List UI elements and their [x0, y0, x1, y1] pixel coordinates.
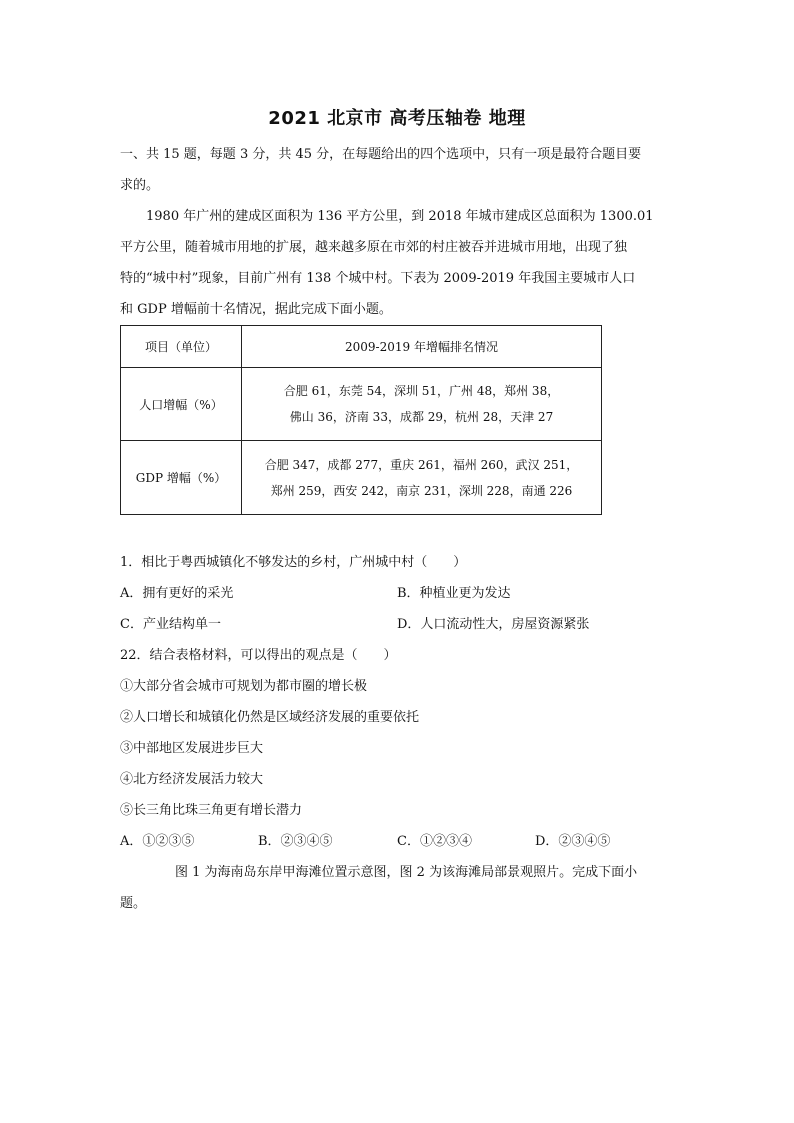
question2-option-a: A．①②③⑤: [120, 834, 195, 849]
question2-stem: 22．结合表格材料，可以得出的观点是（ ）: [120, 648, 397, 663]
question2-statement-4: ④北方经济发展活力较大: [120, 772, 264, 787]
passage1-line-4: 和 GDP 增幅前十名情况，据此完成下面小题。: [120, 302, 392, 317]
section-heading-line-1: 一、共 15 题，每题 3 分，共 45 分，在每题给出的四个选项中，只有一项是最符合题目要: [120, 147, 642, 162]
table-cell-line: 郑州 259，西安 242，南京 231，深圳 228，南通 226: [270, 483, 573, 498]
table-row-label: GDP 增幅（%）: [121, 441, 242, 515]
question1-option-d: D．人口流动性大，房屋资源紧张: [397, 617, 590, 632]
table-header-row: [121, 326, 602, 368]
table-row-values: [242, 441, 602, 515]
question1-option-c: C．产业结构单一: [120, 617, 221, 632]
question2-statement-5: ⑤长三角比珠三角更有增长潜力: [120, 803, 303, 818]
question1-option-a: A．拥有更好的采光: [120, 586, 234, 601]
question2-option-c: C．①②③④: [397, 834, 472, 849]
passage2-line-1: 图 1 为海南岛东岸甲海滩位置示意图，图 2 为该海滩局部景观照片。完成下面小: [175, 865, 638, 880]
question2-option-b: B．②③④⑤: [258, 834, 333, 849]
passage1-line-1: 1980 年广州的建成区面积为 136 平方公里，到 2018 年城市建成区总面积为 1300.01: [146, 209, 654, 224]
table-cell-line: 合肥 347，成都 277，重庆 261，福州 260，武汉 251，: [264, 457, 579, 472]
passage1-line-2: 平方公里，随着城市用地的扩展，越来越多原在市郊的村庄被吞并进城市用地，出现了独: [120, 240, 628, 255]
city-growth-table: [120, 325, 602, 515]
page-title: 2021 北京市 高考压轴卷 地理: [268, 108, 526, 129]
table-header-ranking: 2009-2019 年增幅排名情况: [242, 326, 602, 368]
passage2-line-2: 题。: [120, 896, 147, 911]
table-cell-line: 合肥 61，东莞 54，深圳 51，广州 48，郑州 38，: [283, 384, 560, 398]
section-heading-line-2: 求的。: [120, 178, 160, 193]
table-cell-line: 佛山 36，济南 33，成都 29，杭州 28，天津 27: [289, 410, 554, 424]
table-row-population: [121, 368, 602, 441]
question2-option-d: D．②③④⑤: [535, 834, 611, 849]
question2-statement-2: ②人口增长和城镇化仍然是区域经济发展的重要依托: [120, 710, 420, 725]
table-row-label: 人口增幅（%）: [121, 368, 242, 441]
passage1-line-3: 特的“城中村”现象，目前广州有 138 个城中村。下表为 2009-2019 年我国主要城市人口: [120, 271, 636, 286]
question2-statement-3: ③中部地区发展进步巨大: [120, 741, 264, 756]
question1-stem: 1．相比于粤西城镇化不够发达的乡村，广州城中村（ ）: [120, 555, 467, 570]
table-row-values: [242, 368, 602, 441]
table-row-gdp: [121, 441, 602, 515]
question2-statement-1: ①大部分省会城市可规划为都市圈的增长极: [120, 679, 368, 694]
question1-option-b: B．种植业更为发达: [397, 586, 511, 601]
table-header-item: 项目（单位）: [121, 326, 242, 368]
